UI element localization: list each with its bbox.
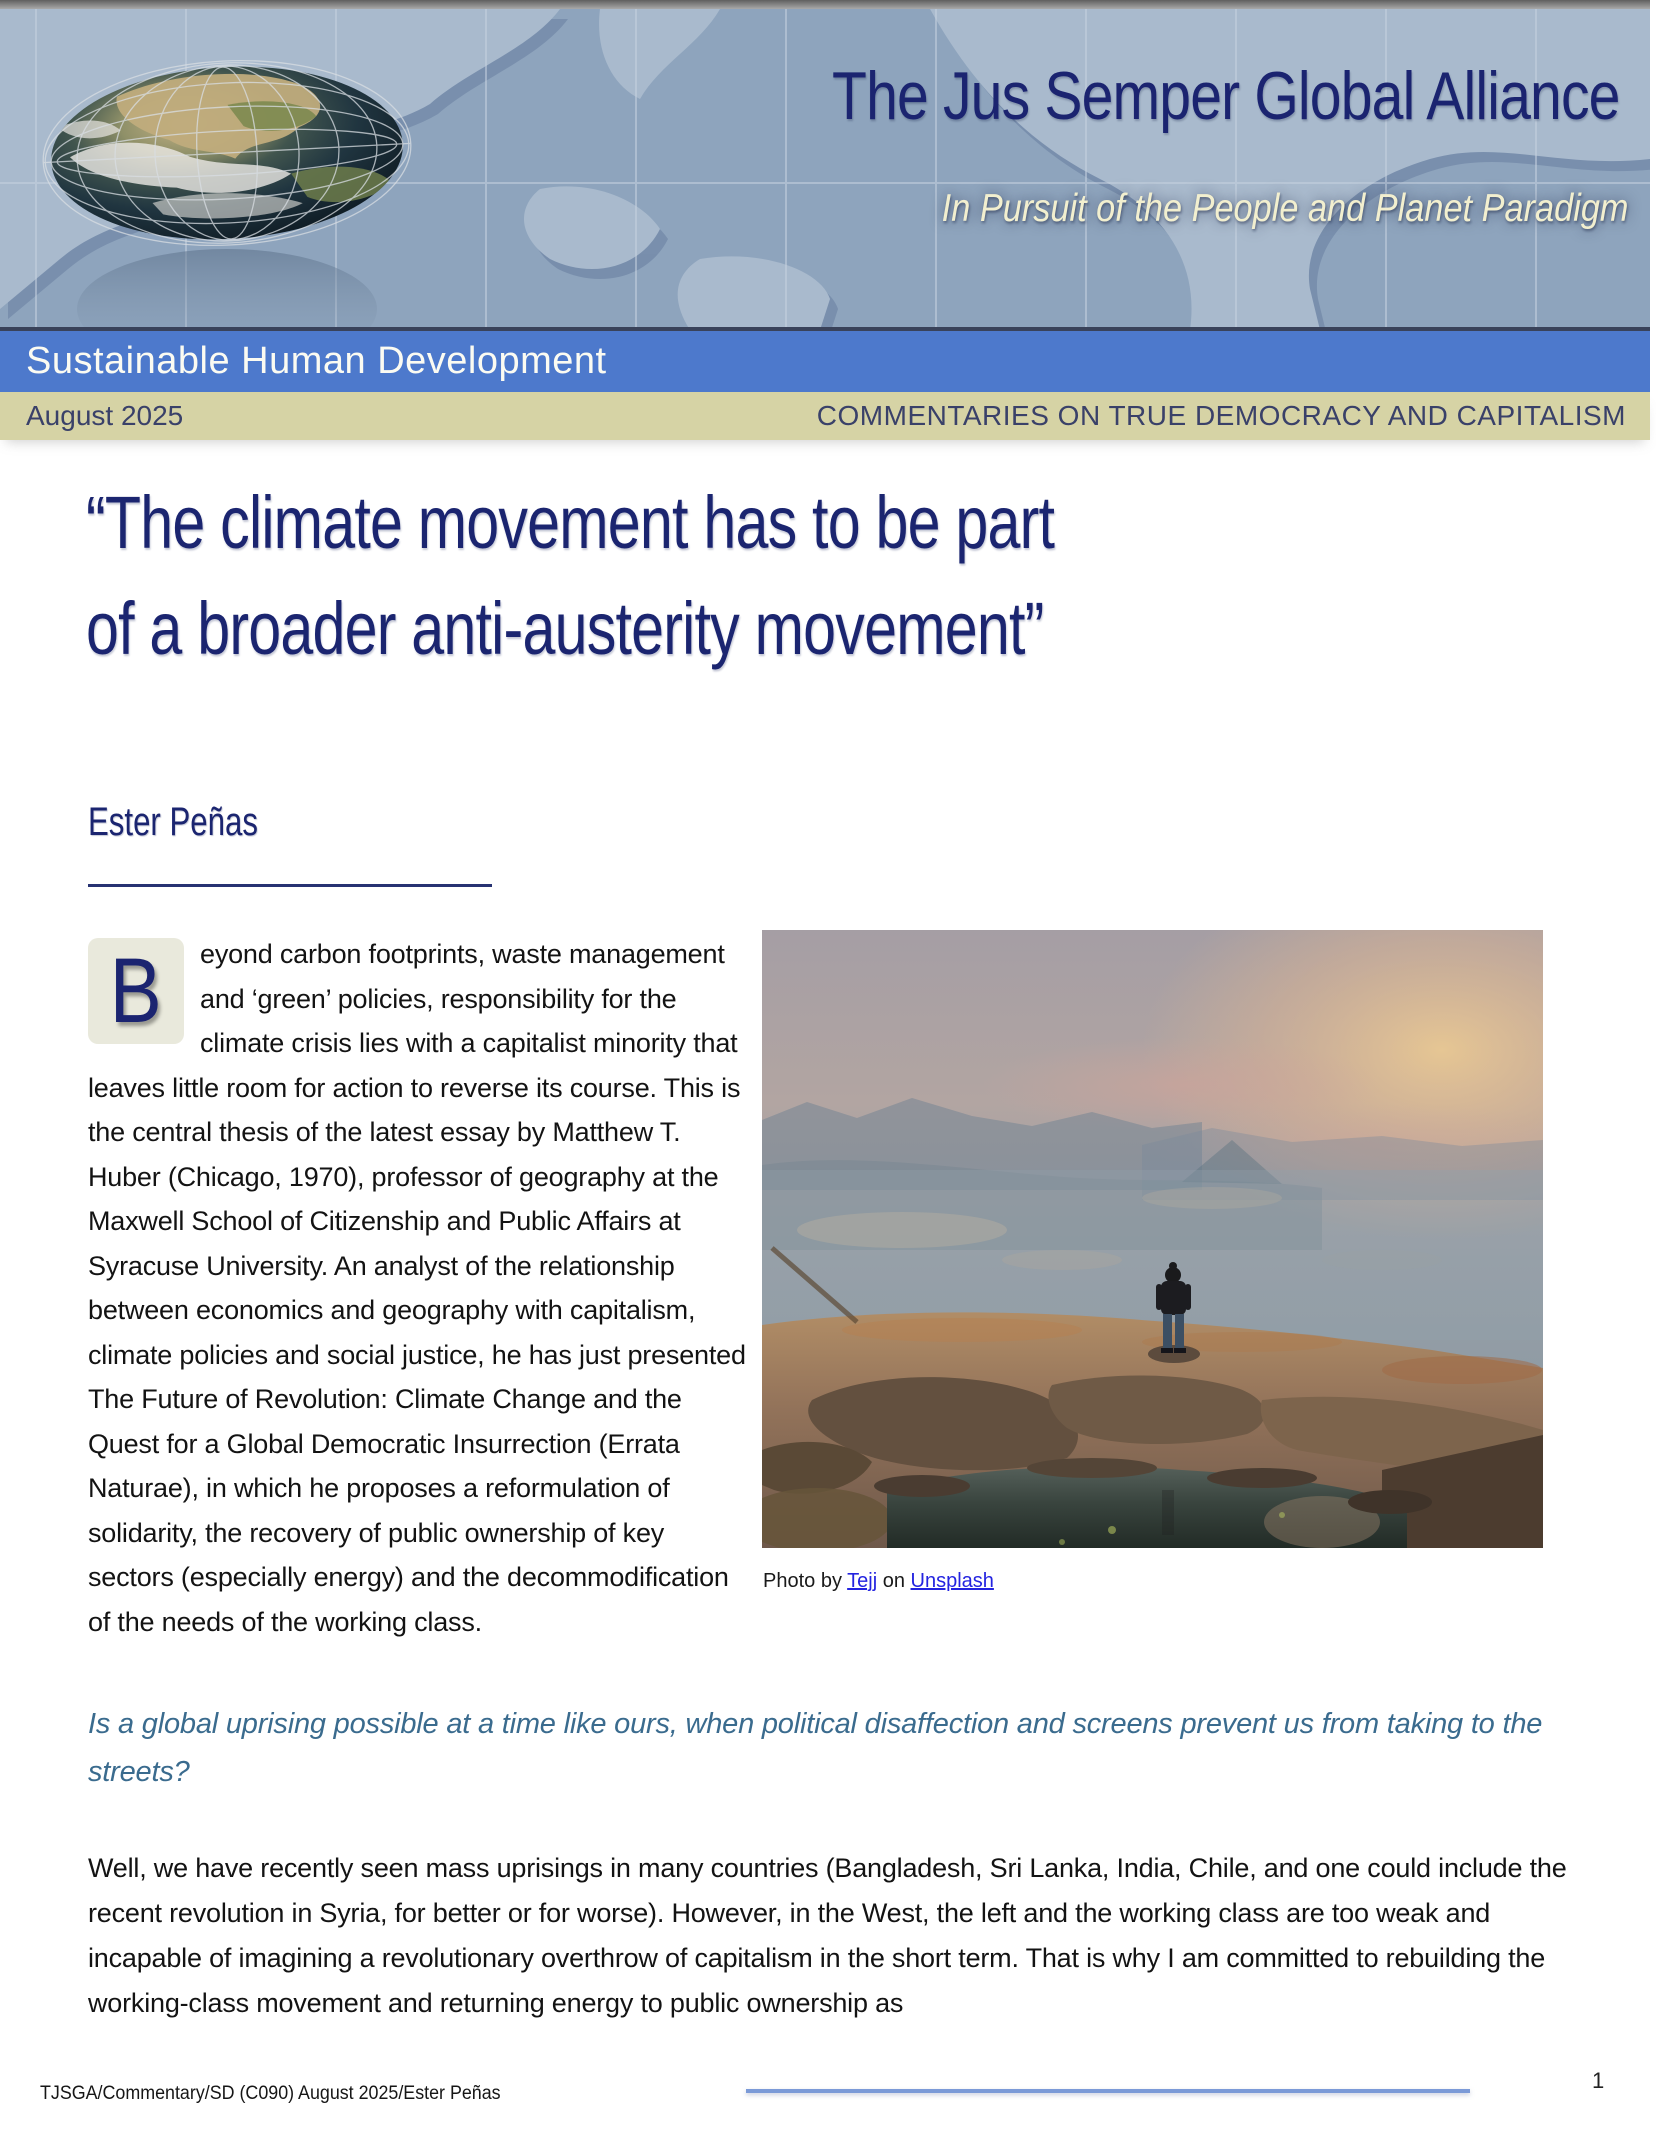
article-title-line1: “The climate movement has to be part [86, 481, 1055, 564]
photo-credit-prefix: Photo by [763, 1570, 848, 1592]
dropcap-box [88, 938, 184, 1044]
photo-credit-source-link[interactable]: Unsplash [910, 1570, 994, 1592]
issue-bar [0, 392, 1650, 440]
author-name: Ester Peñas [88, 800, 258, 844]
cliff-sunset-photo [762, 930, 1543, 1548]
dropcap-letter: B [109, 940, 162, 1042]
page-number: 1 [1592, 2068, 1605, 2093]
org-title: The Jus Semper Global Alliance [832, 58, 1620, 134]
photo-credit [763, 1570, 994, 1593]
article-photo [762, 930, 1543, 1548]
interview-question: Is a global uprising possible at a time like ours, when political disaffection and screens prevent us from taking to the streets? [88, 1708, 1543, 1788]
series-label: COMMENTARIES ON TRUE DEMOCRACY AND CAPITALISM [816, 400, 1626, 431]
issue-date: August 2025 [26, 400, 184, 431]
article-title-line2: of a broader anti-austerity movement” [86, 587, 1044, 670]
author-rule [88, 884, 492, 887]
lead-paragraph-text: eyond carbon footprints, waste management and ‘green’ policies, responsibility for the climate crisis lies with a capitalist minority that leaves little room for action to reverse its course. This is the central thesis of the latest essay by Matthew T. Huber (Chicago, 1970), professor of geography at the Maxwell School of Citizenship and Public Affairs at Syracuse University. An analyst of the relationship between economics and geography with capitalism, climate policies and social justice, he has just presented The Future of Revolution: Climate Change and the Quest for a Global Democratic Insurrection (Errata Naturae), in which he proposes a reformulation of solidarity, the recovery of public ownership of key sectors (especially energy) and the decommodification of the needs of the working class. [88, 939, 746, 1637]
banner-bar [0, 331, 1650, 392]
banner-label: Sustainable Human Development [26, 340, 607, 382]
photo-credit-middle: on [877, 1570, 911, 1592]
lead-paragraph [88, 932, 748, 1644]
top-gray-strip [0, 0, 1650, 9]
article-title [86, 470, 1054, 682]
footer-reference: TJSGA/Commentary/SD (C090) August 2025/Ester Peñas [40, 2083, 501, 2104]
org-subtitle: In Pursuit of the People and Planet Paradigm [941, 187, 1628, 230]
world-map-background [0, 9, 1650, 330]
answer-paragraph: Well, we have recently seen mass uprisings in many countries (Bangladesh, Sri Lanka, India, Chile, and one could include the recent revolution in Syria, for better or for worse). However, in the West, the left and the working class are too weak and incapable of imagining a revolutionary overthrow of capitalism in the short term. That is why I am committed to rebuilding the working-class movement and returning energy to public ownership as [88, 1853, 1567, 2018]
photo-credit-author-link[interactable]: Tejj [847, 1570, 878, 1592]
footer-rule [746, 2089, 1470, 2093]
